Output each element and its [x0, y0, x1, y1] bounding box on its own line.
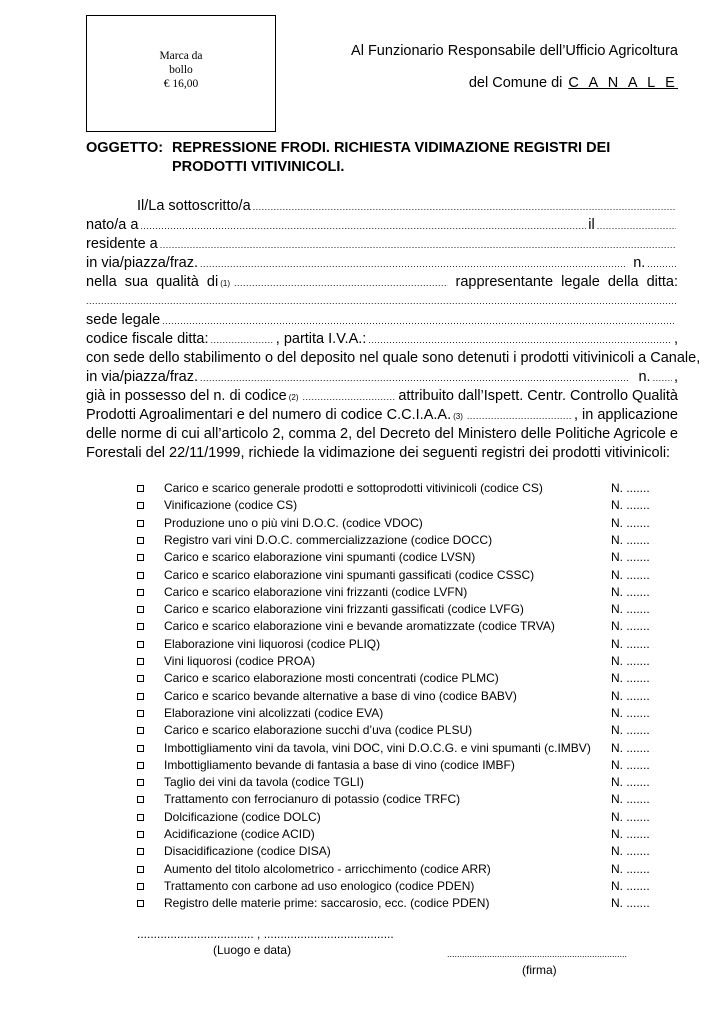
field-qualita[interactable]: nella sua qualità di (1) ..... rappresentante legale della ditta: — [86, 273, 678, 292]
registro-item[interactable] — [137, 480, 677, 497]
registro-item[interactable] — [137, 567, 677, 584]
text-prodotti: Prodotti Agroalimentari e del numero di codice C.C.I.A.A. — [86, 407, 452, 423]
registro-number[interactable]: N. ....... — [611, 654, 650, 668]
registro-label: Registro delle materie prime: saccarosio, ecc. (codice PDEN) — [164, 896, 490, 911]
registro-label: Elaborazione vini liquorosi (codice PLIQ) — [164, 636, 381, 651]
registro-number[interactable]: N. ....... — [611, 878, 650, 893]
registro-number[interactable]: N. ....... — [611, 861, 650, 876]
registro-number[interactable]: N. ....... — [611, 619, 650, 634]
registro-item[interactable] — [137, 774, 677, 791]
checkbox-icon[interactable] — [137, 658, 144, 665]
registro-label: Imbottigliamento bevande di fantasia a base di vino (codice IMBF) — [164, 757, 515, 772]
field-residente[interactable] — [86, 235, 678, 254]
registro-item[interactable] — [137, 843, 677, 860]
line-stabilimento — [86, 349, 701, 368]
field-via-2[interactable] — [86, 368, 678, 387]
text-applicazione: , in applicazione — [574, 407, 678, 423]
registro-label: Elaborazione vini alcolizzati (codice EVA) — [164, 705, 384, 720]
fill-dots — [467, 407, 572, 426]
registro-label: Taglio dei vini da tavola (codice TGLI) — [164, 775, 364, 790]
label-sottoscritto: Il/La sottoscritto/a — [137, 198, 251, 214]
registro-number[interactable]: N. ....... — [611, 705, 650, 720]
fill-dots — [647, 255, 676, 274]
stamp-text — [87, 49, 275, 91]
subject-text: REPRESSIONE FRODI. RICHIESTA VIDIMAZIONE REGISTRI DEI PRODOTTI VITIVINICOLI. — [172, 140, 611, 175]
registro-item[interactable] — [137, 826, 677, 843]
registro-item[interactable] — [137, 515, 677, 532]
checkbox-icon[interactable] — [137, 814, 144, 821]
luogo-data-label: (Luogo e data) — [213, 943, 292, 957]
checkbox-icon[interactable] — [137, 675, 144, 682]
fill-dots — [140, 217, 586, 236]
fill-dots — [200, 255, 625, 274]
registro-number[interactable]: N. ....... — [611, 757, 650, 772]
field-sottoscritto[interactable] — [137, 197, 678, 216]
checkbox-icon[interactable] — [137, 848, 144, 855]
checkbox-icon[interactable] — [137, 641, 144, 648]
registro-number[interactable]: N. ....... — [611, 532, 650, 547]
registro-number[interactable]: N. ....... — [611, 567, 650, 582]
registro-number[interactable]: N. ....... — [611, 896, 650, 911]
registro-label: Vini liquorosi (codice PROA) — [164, 654, 316, 668]
registro-number[interactable]: N. ....... — [611, 515, 650, 530]
checkbox-icon[interactable] — [137, 831, 144, 838]
label-partita-iva: , partita I.V.A.: — [275, 331, 367, 347]
label-sede: sede legale — [86, 312, 161, 328]
registro-label: Dolcificazione (codice DOLC) — [164, 809, 321, 824]
registro-number[interactable]: N. ....... — [611, 550, 650, 565]
text-norme: delle norme di cui all’articolo 2, comma 2, del Decreto del Ministero delle Politiche Agricole e — [86, 426, 678, 442]
checkbox-icon[interactable] — [137, 796, 144, 803]
registro-label: Imbottigliamento vini da tavola, vini DOC, vini D.O.C.G. e vini spumanti (c.IMBV) — [164, 740, 591, 755]
recipient-line-1: Al Funzionario Responsabile dell’Ufficio Agricoltura — [351, 43, 678, 59]
field-ditta[interactable] — [86, 292, 678, 311]
registro-item[interactable] — [137, 636, 677, 653]
registro-number[interactable]: N. ....... — [611, 723, 650, 738]
text-possesso: già in possesso del n. di codice — [86, 388, 287, 404]
fill-dots — [653, 369, 672, 388]
luogo-data-dots[interactable]: ................................... , ....................................... — [137, 927, 394, 941]
fill-dots — [160, 236, 676, 255]
registro-label: Carico e scarico elaborazione vini frizzanti gassificati (codice LVFG) — [164, 602, 524, 617]
registro-item[interactable] — [137, 895, 677, 912]
registro-number[interactable]: N. ....... — [611, 602, 650, 617]
stamp-line-2: bollo — [169, 64, 193, 76]
line-norme — [86, 425, 678, 444]
registro-label: Trattamento con ferrocianuro di potassio (codice TRFC) — [164, 792, 461, 807]
registro-label: Carico e scarico elaborazione mosti concentrati (codice PLMC) — [164, 671, 499, 686]
stamp-box — [86, 15, 276, 132]
registro-label: Aumento del titolo alcolometrico - arricchimento (codice ARR) — [164, 861, 491, 876]
registro-label: Carico e scarico elaborazione vini spumanti gassificati (codice CSSC) — [164, 567, 535, 582]
checkbox-icon[interactable] — [137, 572, 144, 579]
checkbox-icon[interactable] — [137, 779, 144, 786]
text-stabilimento: con sede dello stabilimento o del deposito nel quale sono detenuti i prodotti vitivinicoli a Canale, — [86, 350, 701, 366]
field-via[interactable] — [86, 254, 678, 273]
comma: , — [673, 331, 678, 347]
checkbox-icon[interactable] — [137, 623, 144, 630]
field-codice-ispett[interactable]: già in possesso del n. di codice (2) ..... attribuito dall’Ispett. Centr. Controllo Qualità — [86, 387, 678, 406]
registro-item[interactable] — [137, 497, 677, 514]
checkbox-icon[interactable] — [137, 727, 144, 734]
checkbox-icon[interactable] — [137, 606, 144, 613]
registro-item[interactable] — [137, 688, 677, 705]
registro-number[interactable]: N. ....... — [611, 775, 650, 790]
registro-item[interactable] — [137, 670, 677, 687]
firma-label: (firma) — [522, 963, 557, 977]
registro-label: Trattamento con carbone ad uso enologico (codice PDEN) — [164, 878, 475, 893]
stamp-line-1: Marca da — [159, 50, 203, 62]
comune-name: C A N A L E — [568, 75, 678, 91]
label-n: n. — [633, 255, 646, 271]
registro-number[interactable]: N. ....... — [611, 636, 650, 651]
label-il: il — [588, 217, 595, 233]
registro-item[interactable] — [137, 757, 677, 774]
recipient-line-2 — [300, 75, 678, 91]
registro-label: Vinificazione (codice CS) — [164, 498, 298, 513]
registro-number[interactable]: N. ....... — [611, 688, 650, 703]
registro-item[interactable] — [137, 861, 677, 878]
registro-number[interactable]: N. ....... — [611, 844, 650, 859]
registro-label: Carico e scarico elaborazione vini e bevande aromatizzate (codice TRVA) — [164, 619, 555, 634]
field-nato[interactable] — [86, 216, 678, 235]
registro-label: Carico e scarico elaborazione succhi d’uva (codice PLSU) — [164, 723, 473, 738]
registro-item[interactable] — [137, 584, 677, 601]
label-rappresentante: rappresentante legale della ditta: — [455, 274, 678, 290]
fill-dots — [597, 217, 676, 236]
fill-dots — [162, 312, 676, 331]
registro-number[interactable]: N. ....... — [611, 827, 650, 841]
registro-label: Acidificazione (codice ACID) — [164, 827, 315, 841]
registro-label: Carico e scarico elaborazione vini spumanti (codice LVSN) — [164, 550, 476, 565]
checkbox-icon[interactable] — [137, 762, 144, 769]
fill-dots — [86, 292, 678, 311]
checkbox-icon[interactable] — [137, 589, 144, 596]
recipient-prefix: del Comune di — [468, 75, 563, 91]
subject-label: OGGETTO: — [86, 140, 164, 156]
checkbox-icon[interactable] — [137, 693, 144, 700]
registro-item[interactable] — [137, 601, 677, 618]
field-sede[interactable] — [86, 311, 678, 330]
registro-number[interactable]: N. ....... — [611, 584, 650, 599]
label-codice-fiscale: codice fiscale ditta: — [86, 331, 209, 347]
registro-number[interactable]: N. ....... — [611, 481, 650, 495]
registro-item[interactable] — [137, 740, 677, 757]
checkbox-icon[interactable] — [137, 883, 144, 890]
field-codice-fiscale[interactable] — [86, 330, 678, 349]
text-forestali: Forestali del 22/11/1999, richiede la vidimazione dei seguenti registri dei prodotti vitivinicoli: — [86, 445, 671, 461]
label-nato: nato/a a — [86, 217, 139, 233]
registro-item[interactable] — [137, 618, 677, 635]
checkbox-icon[interactable] — [137, 520, 144, 527]
fill-dots — [211, 331, 274, 350]
registro-item[interactable] — [137, 878, 677, 895]
registro-label: Carico e scarico bevande alternative a base di vino (codice BABV) — [164, 688, 517, 703]
checkbox-icon[interactable] — [137, 485, 144, 492]
label-via-2: in via/piazza/fraz. — [86, 369, 199, 385]
label-via: in via/piazza/fraz. — [86, 255, 199, 271]
checkbox-icon[interactable] — [137, 745, 144, 752]
fill-dots — [200, 369, 630, 388]
subject — [86, 139, 686, 177]
fill-dots — [234, 274, 448, 293]
registro-number[interactable]: N. ....... — [611, 809, 650, 824]
registro-number[interactable]: N. ....... — [611, 671, 650, 686]
registro-item[interactable] — [137, 532, 677, 549]
registro-item[interactable] — [137, 653, 677, 670]
checkbox-icon[interactable] — [137, 900, 144, 907]
comma-2: , — [673, 369, 678, 385]
label-residente: residente a — [86, 236, 158, 252]
registro-number[interactable]: N. ....... — [611, 498, 650, 513]
checkbox-icon[interactable] — [137, 537, 144, 544]
checkbox-icon[interactable] — [137, 502, 144, 509]
registro-item[interactable] — [137, 549, 677, 566]
firma-dots[interactable]: ........................................................................ — [447, 949, 628, 959]
checkbox-icon[interactable] — [137, 710, 144, 717]
registro-item[interactable] — [137, 705, 677, 722]
registro-label: Carico e scarico generale prodotti e sottoprodotti vitivinicoli (codice CS) — [164, 481, 543, 495]
registro-label: Disacidificazione (codice DISA) — [164, 844, 331, 859]
text-attribuito: attribuito dall’Ispett. Centr. Controllo Qualità — [398, 388, 678, 404]
checkbox-icon[interactable] — [137, 554, 144, 561]
registro-number[interactable]: N. ....... — [611, 792, 650, 807]
registro-item[interactable] — [137, 809, 677, 826]
field-codice-cciaa[interactable]: Prodotti Agroalimentari e del numero di codice C.C.I.A.A. (3) ..... , in applicazione — [86, 406, 678, 425]
fill-dots — [303, 388, 397, 407]
registro-item[interactable] — [137, 722, 677, 739]
label-qualita: nella sua qualità di — [86, 274, 219, 290]
stamp-line-3: € 16,00 — [163, 78, 199, 90]
line-forestali — [86, 444, 678, 463]
registro-label: Registro vari vini D.O.C. commercializzazione (codice DOCC) — [164, 532, 493, 547]
label-n-2: n. — [638, 369, 651, 385]
registro-label: Produzione uno o più vini D.O.C. (codice VDOC) — [164, 515, 423, 530]
fill-dots — [368, 331, 672, 350]
registro-label: Carico e scarico elaborazione vini frizzanti (codice LVFN) — [164, 584, 468, 599]
fill-dots — [253, 198, 676, 217]
registro-item[interactable] — [137, 791, 677, 808]
registro-number[interactable]: N. ....... — [611, 740, 650, 755]
checkbox-icon[interactable] — [137, 866, 144, 873]
